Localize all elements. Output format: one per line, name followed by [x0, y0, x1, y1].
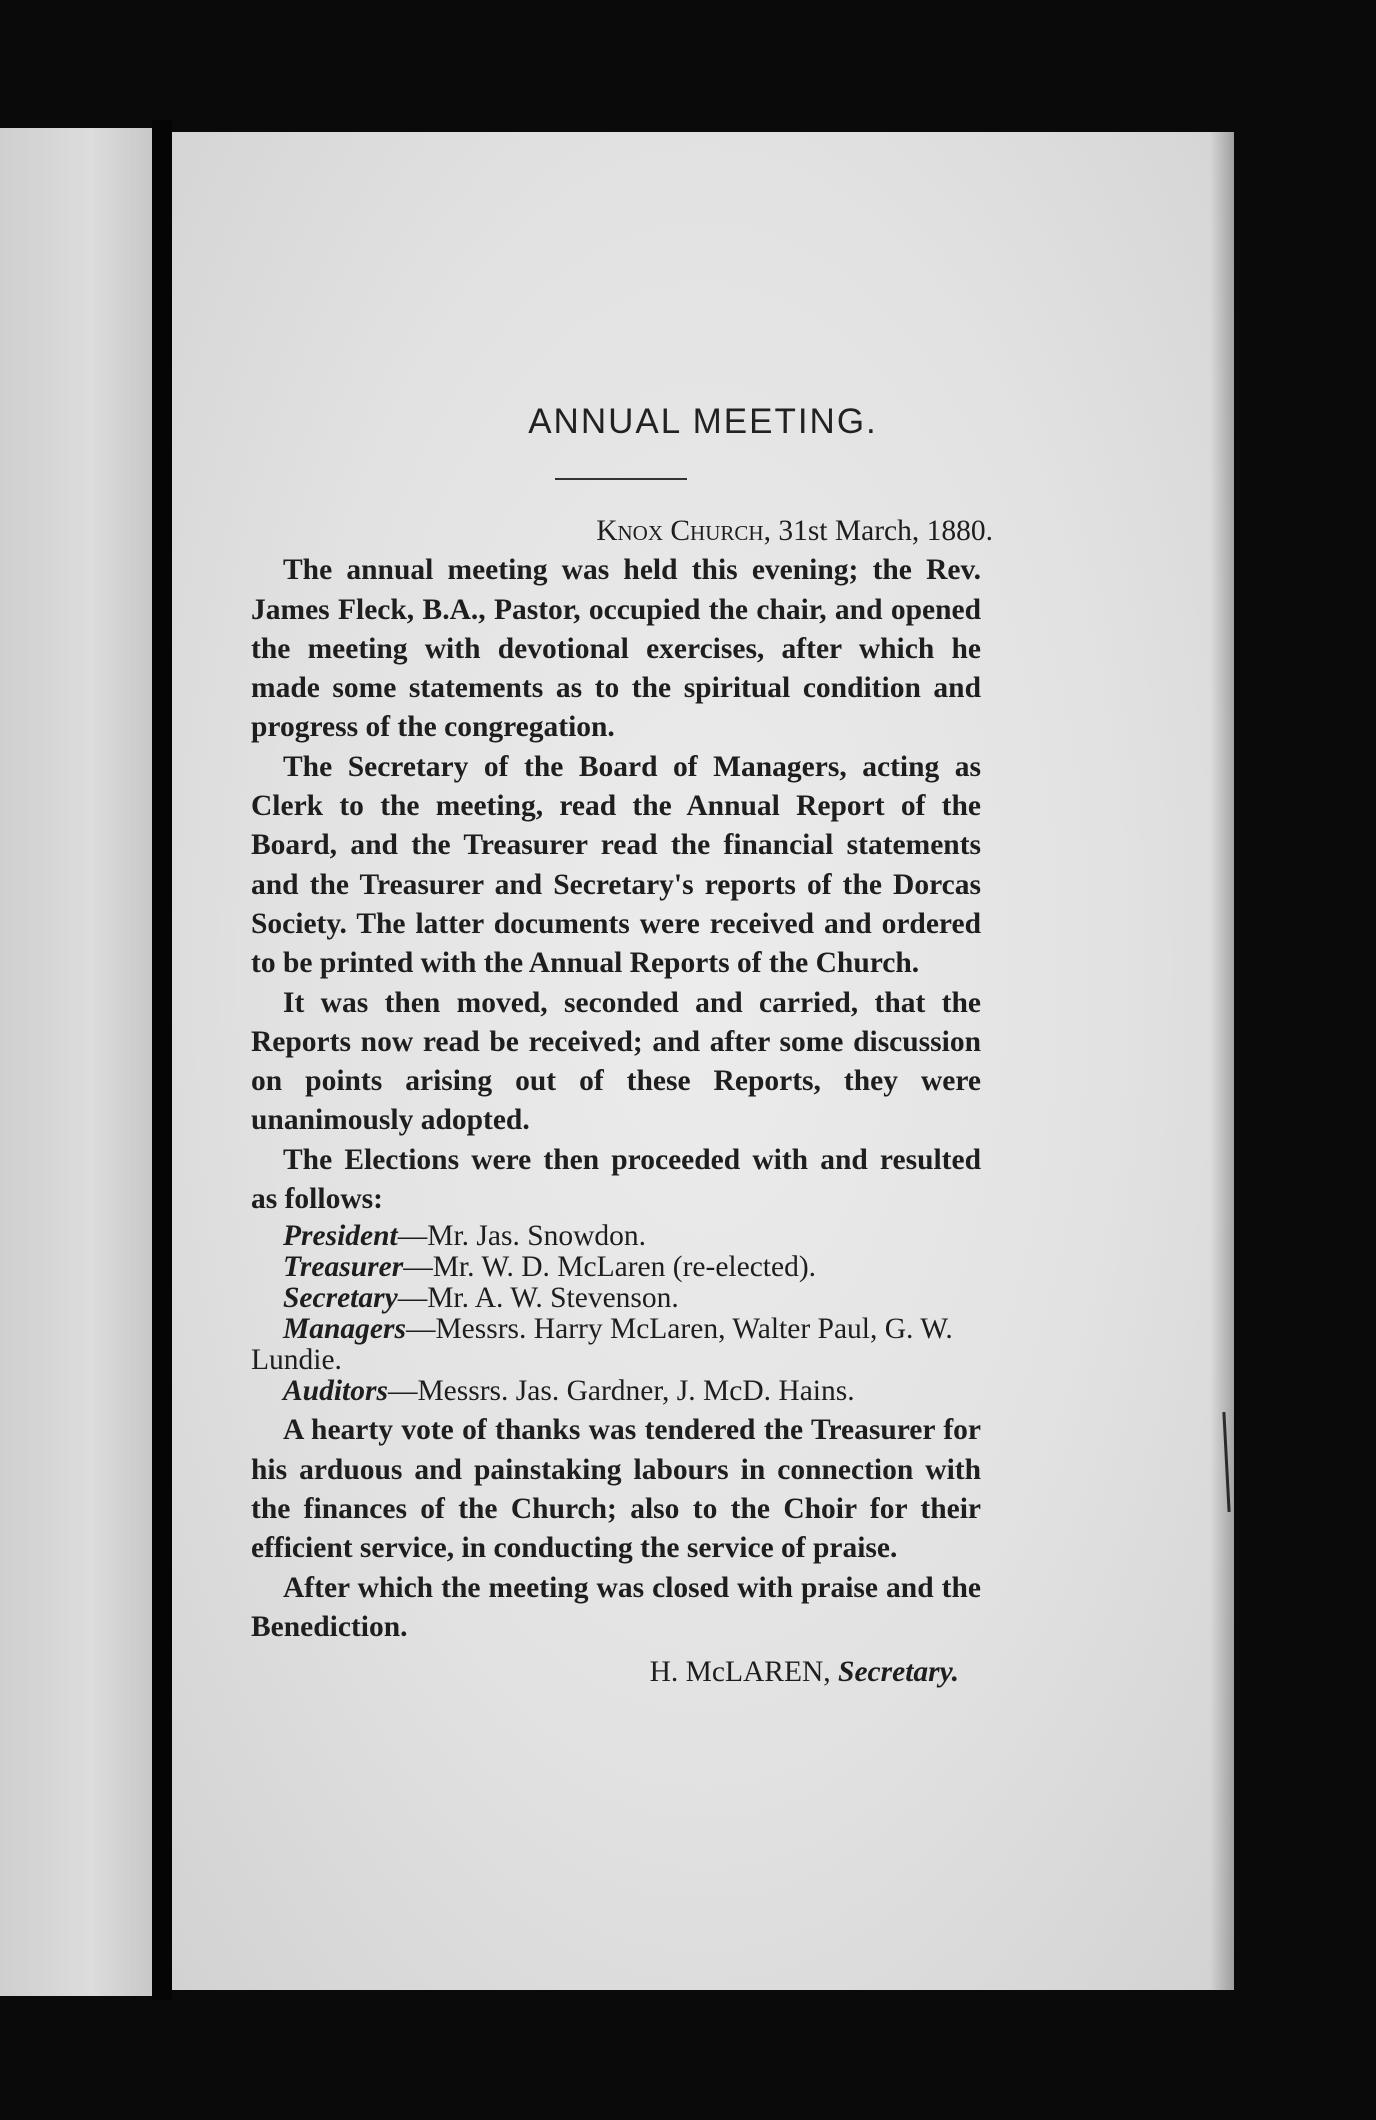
paragraph-opening: The annual meeting was held this evening; the Rev. James Fleck, B.A., Pastor, occupied the chair, and opened the meeting with devotional exercises, after which he made some statements as to the spiritual condition and progress of the congregation.	[251, 554, 981, 744]
election-names: —Messrs. Jas. Gardner, J. McD. Hains.	[387, 1375, 855, 1408]
dateline-place: Knox Church,	[596, 515, 771, 547]
election-managers	[251, 1314, 981, 1376]
signature-name: H. McLAREN,	[649, 1656, 831, 1689]
election-role: Auditors	[283, 1375, 388, 1408]
election-secretary	[251, 1283, 981, 1314]
election-role: President	[283, 1220, 398, 1253]
elections-list	[251, 1221, 981, 1407]
document-body	[251, 512, 993, 1692]
election-role: Secretary	[283, 1282, 398, 1315]
title-rule	[555, 478, 687, 480]
election-names: —Messrs. Harry McLaren, Walter Paul, G. W. Lundie.	[251, 1313, 953, 1377]
paragraph-closing: After which the meeting was closed with praise and the Benediction.	[251, 1571, 981, 1643]
election-role: Managers	[283, 1313, 406, 1346]
facing-page-edge	[0, 128, 152, 1996]
election-treasurer	[251, 1252, 981, 1283]
signature	[251, 1653, 959, 1692]
paragraph-adoption: It was then moved, seconded and carried, that the Reports now read be received; and after some discussion on points arising out of these Reports, they were unanimously adopted.	[251, 986, 981, 1137]
election-auditors	[251, 1376, 981, 1407]
election-names: —Mr. Jas. Snowdon.	[397, 1220, 647, 1253]
document-page	[172, 132, 1234, 1990]
page-edge-shadow	[1210, 132, 1234, 1990]
book-spine	[152, 120, 172, 2000]
dateline-date: 31st March, 1880.	[778, 515, 993, 547]
paragraph-reports: The Secretary of the Board of Managers, acting as Clerk to the meeting, read the Annual Report of the Board, and the Treasurer read the financial statements and the Treasurer and Secretary's reports of the Dorcas Society. The latter documents were received and ordered to be printed with the Annual Reports of the Church.	[251, 750, 981, 980]
election-names: —Mr. A. W. Stevenson.	[397, 1282, 679, 1315]
signature-title: Secretary.	[838, 1656, 959, 1689]
page-title: ANNUAL MEETING.	[528, 402, 878, 441]
paragraph-thanks: A hearty vote of thanks was tendered the Treasurer for his arduous and painstaking labours in connection with the finances of the Church; also to the Choir for their efficient service, in conducting the service of praise.	[251, 1414, 981, 1565]
election-role: Treasurer	[283, 1251, 404, 1284]
election-president	[251, 1221, 981, 1252]
dateline	[251, 512, 993, 551]
election-names: —Mr. W. D. McLaren (re-elected).	[403, 1251, 817, 1284]
paragraph-elections-intro: The Elections were then proceeded with and resulted as follows:	[251, 1143, 981, 1216]
